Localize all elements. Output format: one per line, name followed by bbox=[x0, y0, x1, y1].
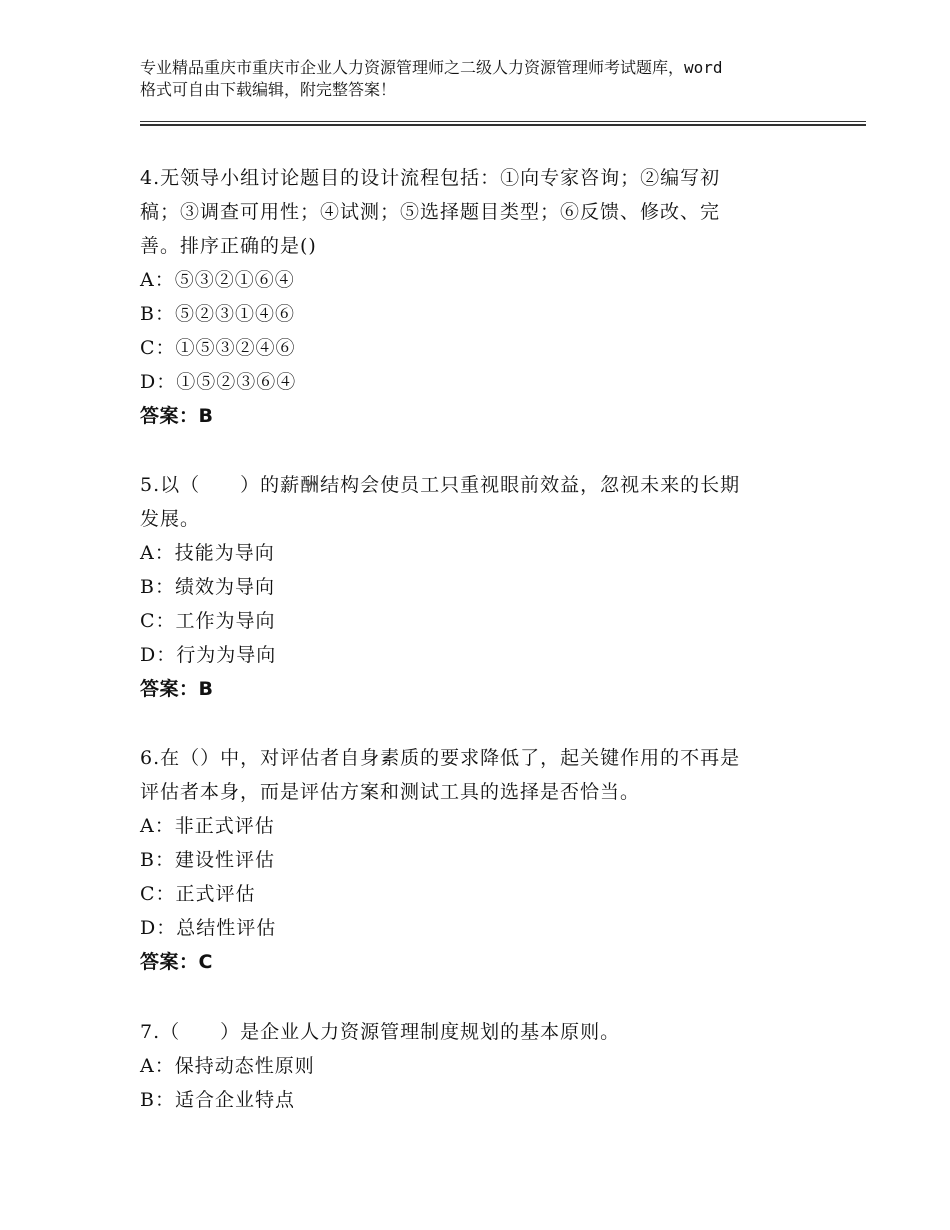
stem-line: 稿；③调查可用性；④试测；⑤选择题目类型；⑥反馈、修改、完 bbox=[140, 201, 721, 223]
document-header bbox=[140, 57, 830, 101]
option-b: B：⑤②③①④⑥ bbox=[140, 303, 295, 325]
question-5 bbox=[140, 468, 820, 706]
stem-line: 评估者本身，而是评估方案和测试工具的选择是否恰当。 bbox=[140, 781, 641, 803]
stem-line: 4.无领导小组讨论题目的设计流程包括：①向专家咨询；②编写初 bbox=[140, 167, 721, 189]
option-b: B：绩效为导向 bbox=[140, 576, 275, 598]
stem-line: 5.以（ ）的薪酬结构会使员工只重视眼前效益，忽视未来的长期 bbox=[140, 474, 741, 496]
answer-label: 答案：B bbox=[140, 405, 214, 427]
option-a: A：技能为导向 bbox=[140, 542, 275, 564]
stem-line: 发展。 bbox=[140, 508, 201, 530]
option-c: C：工作为导向 bbox=[140, 610, 276, 632]
question-stem bbox=[140, 161, 820, 263]
stem-line: 善。排序正确的是() bbox=[140, 235, 317, 257]
question-stem bbox=[140, 1015, 820, 1049]
option-b: B：适合企业特点 bbox=[140, 1089, 295, 1111]
option-a: A：保持动态性原则 bbox=[140, 1055, 315, 1077]
header-divider-thick bbox=[140, 124, 866, 126]
answer-label: 答案：B bbox=[140, 678, 214, 700]
answer-label: 答案：C bbox=[140, 951, 213, 973]
option-c: C：正式评估 bbox=[140, 883, 256, 905]
header-line-2: 格式可自由下载编辑，附完整答案！ bbox=[140, 80, 397, 99]
option-d: D：总结性评估 bbox=[140, 917, 277, 939]
header-divider-thin bbox=[140, 121, 866, 122]
option-a: A：非正式评估 bbox=[140, 815, 275, 837]
option-a: A：⑤③②①⑥④ bbox=[140, 269, 295, 291]
option-b: B：建设性评估 bbox=[140, 849, 275, 871]
question-stem bbox=[140, 741, 820, 809]
option-d: D：行为为导向 bbox=[140, 644, 277, 666]
option-d: D：①⑤②③⑥④ bbox=[140, 371, 297, 393]
question-6 bbox=[140, 741, 820, 979]
question-7 bbox=[140, 1015, 820, 1117]
stem-line: 6.在（）中，对评估者自身素质的要求降低了，起关键作用的不再是 bbox=[140, 747, 741, 769]
header-line-1: 专业精品重庆市重庆市企业人力资源管理师之二级人力资源管理师考试题库，word bbox=[140, 58, 723, 77]
stem-line: 7.（ ）是企业人力资源管理制度规划的基本原则。 bbox=[140, 1021, 621, 1043]
question-4 bbox=[140, 161, 820, 433]
option-c: C：①⑤③②④⑥ bbox=[140, 337, 296, 359]
question-stem bbox=[140, 468, 820, 536]
